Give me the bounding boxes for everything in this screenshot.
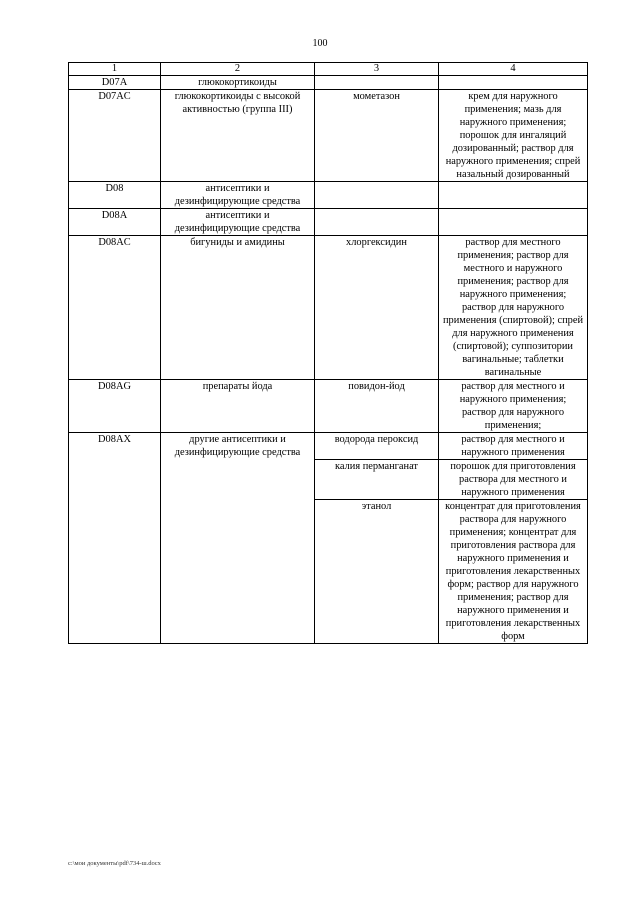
- drug-name: хлоргексидин: [315, 236, 439, 380]
- table-row: [69, 209, 588, 236]
- table-row: [69, 236, 588, 380]
- table-row: [69, 76, 588, 90]
- dosage-forms: [439, 76, 588, 90]
- drug-name: мометазон: [315, 90, 439, 182]
- drug-name: [315, 76, 439, 90]
- file-path-footer: c:\мои документы\pdf\734-ш.docx: [68, 860, 161, 867]
- drug-name: [315, 182, 439, 209]
- dosage-forms: крем для наружного применения; мазь для наружного применения; порошок для ингаляций дозированный; раствор для наружного применения; спрей назальный дозированный: [439, 90, 588, 182]
- header-cell: 2: [161, 63, 315, 76]
- table-row: [69, 90, 588, 182]
- atc-code: D07AC: [69, 90, 161, 182]
- dosage-forms: раствор для местного и наружного применения; раствор для наружного применения;: [439, 380, 588, 433]
- dosage-forms: [439, 209, 588, 236]
- table-row: [69, 433, 588, 460]
- atc-code: D07A: [69, 76, 161, 90]
- drug-name: водорода пероксид: [315, 433, 439, 460]
- table-header-row: [69, 63, 588, 76]
- drug-name: [315, 209, 439, 236]
- drug-name: повидон-йод: [315, 380, 439, 433]
- dosage-forms: порошок для приготовления раствора для местного и наружного применения: [439, 460, 588, 500]
- table-row: [69, 182, 588, 209]
- drug-table: [68, 62, 588, 644]
- group-name: другие антисептики и дезинфицирующие средства: [161, 433, 315, 644]
- dosage-forms: раствор для местного применения; раствор для местного и наружного применения; раствор для наружного применения; раствор для наружного применения (спиртовой); спрей для наружного применения (спиртовой); суппозитории вагинальные; таблетки вагинальные: [439, 236, 588, 380]
- header-cell: 4: [439, 63, 588, 76]
- atc-code: D08A: [69, 209, 161, 236]
- dosage-forms: концентрат для приготовления раствора для наружного применения; концентрат для приготовления раствора для наружного применения и приготовления лекарственных форм; раствор для наружного применения; раствор для наружного применения и приготовления лекарственных форм: [439, 500, 588, 644]
- atc-code: D08AX: [69, 433, 161, 644]
- atc-code: D08AG: [69, 380, 161, 433]
- table-row: [69, 380, 588, 433]
- atc-code: D08AC: [69, 236, 161, 380]
- dosage-forms: [439, 182, 588, 209]
- page-number: 100: [312, 38, 328, 49]
- header-cell: 3: [315, 63, 439, 76]
- group-name: бигуниды и амидины: [161, 236, 315, 380]
- group-name: глюкокортикоиды с высокой активностью (группа III): [161, 90, 315, 182]
- dosage-forms: раствор для местного и наружного применения: [439, 433, 588, 460]
- drug-name: калия перманганат: [315, 460, 439, 500]
- drug-name: этанол: [315, 500, 439, 644]
- atc-code: D08: [69, 182, 161, 209]
- group-name: глюкокортикоиды: [161, 76, 315, 90]
- group-name: препараты йода: [161, 380, 315, 433]
- group-name: антисептики и дезинфицирующие средства: [161, 182, 315, 209]
- header-cell: 1: [69, 63, 161, 76]
- group-name: антисептики и дезинфицирующие средства: [161, 209, 315, 236]
